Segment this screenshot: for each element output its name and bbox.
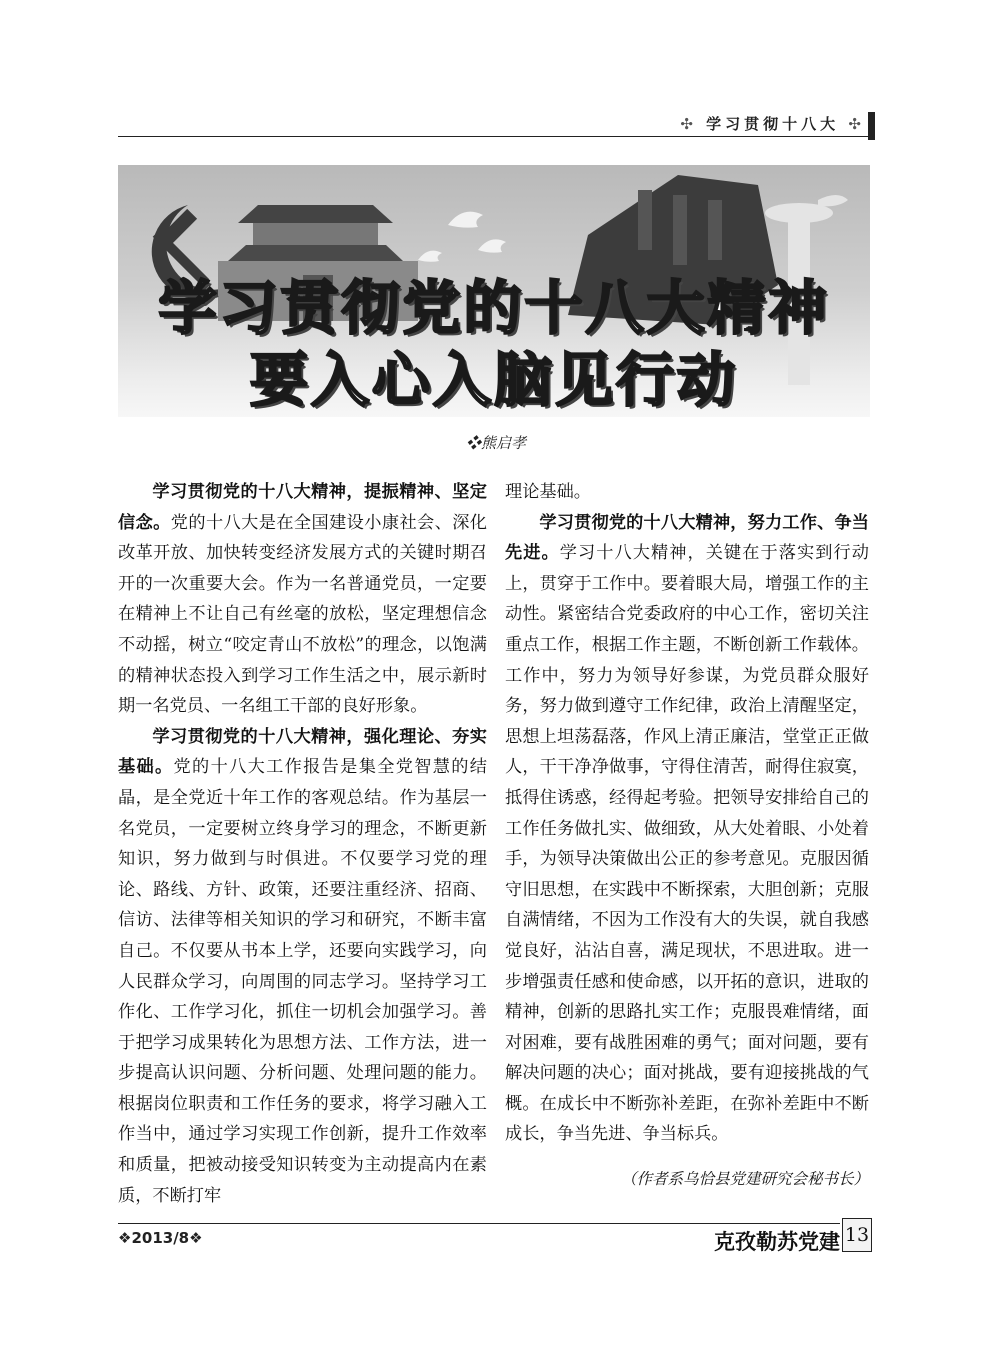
author-byline: ❖熊启孝 [465, 434, 526, 452]
paragraph-2 [118, 722, 487, 1212]
dove-icon [418, 212, 506, 262]
paragraph-2-continuation: 理论基础。 [505, 482, 591, 502]
magazine-name: 克孜勒苏党建 [714, 1230, 840, 1254]
paragraph-1-lead: 学习贯彻党的十八大精神，提振精神、坚定信念。 [118, 482, 487, 533]
headline-line-2: 要入心入脑见行动 [249, 346, 738, 414]
paragraph-3 [505, 508, 869, 1150]
paragraph-3-body: 学习十八大精神，关键在于落实到行动上，贯穿于工作中。要着眼大局，增强工作的主动性。紧密结合党委政府的中心工作，密切关注重点工作，根据工作主题，不断创新工作载体。工作中，努力为领导好参谋，为党员群众服好务，努力做到遵守工作纪律，政治上清醒坚定，思想上坦荡磊落，作风上清正廉洁，堂堂正正做人，干干净净做事，守得住清苦，耐得住寂寞，抵得住诱惑，经得起考验。把领导安排给自己的工作任务做扎实、做细致，从大处着眼、小处着手，为领导决策做出公正的参考意见。克服因循守旧思想，在实践中不断探索，大胆创新；克服自满情绪，不因为工作没有大的失误，就自我感觉良好，沾沾自喜，满足现状，不思进取。进一步增强责任感和使命感，以开拓的意识，进取的精神，创新的思路扎实工作；克服畏难情绪，面对困难，要有战胜困难的勇气；面对问题，要有解决问题的决心；面对挑战，要有迎接挑战的气概。在成长中不断弥补差距，在弥补差距中不断成长，争当先进、争当标兵。 [505, 543, 869, 1145]
footer-rule [118, 1223, 840, 1224]
paragraph-3-lead: 学习贯彻党的十八大精神，努力工作、争当先进。 [505, 512, 869, 564]
author-note: （作者系乌恰县党建研究会秘书长） [620, 1170, 869, 1188]
section-title-text: 学习贯彻十八大 [706, 115, 840, 133]
right-column [505, 477, 869, 1150]
left-column [118, 477, 487, 1211]
ornament-right-icon: ✣ [848, 115, 865, 133]
paragraph-2-lead: 学习贯彻党的十八大精神，强化理论、夯实基础。 [118, 726, 487, 778]
header-rule [118, 136, 868, 137]
issue-date: ❖2013/8❖ [118, 1229, 203, 1247]
paragraph-1 [118, 477, 487, 722]
paragraph-2-body: 党的十八大工作报告是集全党智慧的结晶，是全党近十年工作的客观总结。作为基层一名党员，一定要树立终身学习的理念，不断更新知识，努力做到与时俱进。不仅要学习党的理论、路线、方针、政策，还要注重经济、招商、信访、法律等相关知识的学习和研究，不断丰富自己。不仅要从书本上学，还要向实践学习，向人民群众学习，向周围的同志学习。坚持学习工作化、工作学习化，抓住一切机会加强学习。善于把学习成果转化为思想方法、工作方法，进一步提高认识问题、分析问题、处理问题的能力。根据岗位职责和工作任务的要求，将学习融入工作当中，通过学习实现工作创新，提升工作效率和质量，把被动接受知识转变为主动提高内在素质，不断打牢 [118, 757, 487, 1206]
page-number: 13 [842, 1218, 872, 1252]
paragraph-1-body: 党的十八大是在全国建设小康社会、深化改革开放、加快转变经济发展方式的关键时期召开的一次重要大会。作为一名普通党员，一定要在精神上不让自己有丝毫的放松，坚定理想信念不动摇，树立“咬定青山不放松”的理念，以饱满的精神状态投入到学习工作生活之中，展示新时期一名党员、一名组工干部的良好形象。 [118, 512, 487, 717]
ornament-left-icon: ✣ [680, 115, 697, 133]
headline-line-1: 学习贯彻党的十八大精神 [158, 274, 830, 342]
title-banner [118, 165, 870, 417]
header-bar [868, 112, 875, 140]
section-title [660, 112, 865, 136]
